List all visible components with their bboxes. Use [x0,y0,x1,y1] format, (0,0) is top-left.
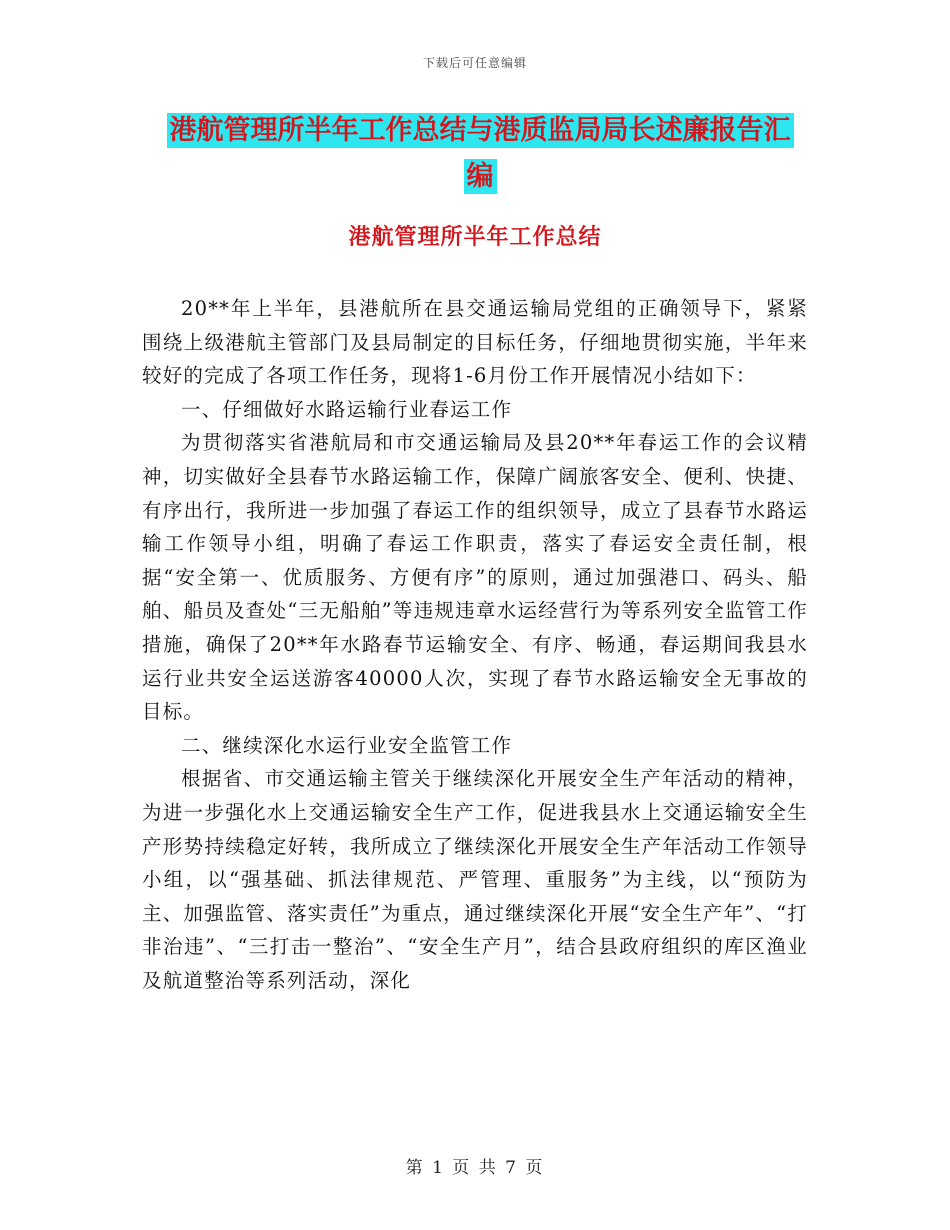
page-header: 下载后可任意编辑 [422,56,527,70]
paragraph-spring-transport: 为贯彻落实省港航局和市交通运输局及县20**年春运工作的会议精神，切实做好全县春节水路运输工作，保障广阔旅客安全、便利、快捷、有序出行，我所进一步加强了春运工作的组织领导，成立了县春节水路运输工作领导小组，明确了春运工作职责，落实了春运安全责任制，根据“安全第一、优质服务、方便有序”的原则，通过加强港口、码头、船舶、船员及查处“三无船舶”等违规违章水运经营行为等系列安全监管工作措施，确保了20**年水路春节运输安全、有序、畅通，春运期间我县水运行业共安全运送游客40000人次，实现了春节水路运输安全无事故的目标。 [142,431,808,724]
title-line-1: 港航管理所半年工作总结与港质监局局长述廉报告汇 [167,113,794,148]
title-line-2: 编 [464,159,497,194]
page-footer: 第 1 页 共 7 页 [405,1158,545,1178]
heading-safety-supervision: 二、继续深化水运行业安全监管工作 [181,733,513,757]
section-title: 港航管理所半年工作总结 [348,224,602,250]
paragraph-intro: 20**年上半年，县港航所在县交通运输局党组的正确领导下，紧紧围绕上级港航主管部门及县局制定的目标任务，仔细地贯彻实施，半年来较好的完成了各项工作任务，现将1-6月份工作开展情况小结如下： [142,297,808,388]
document-title [140,108,820,200]
paragraph-safety-supervision: 根据省、市交通运输主管关于继续深化开展安全生产年活动的精神，为进一步强化水上交通运输安全生产工作，促进我县水上交通运输安全生产形势持续稳定好转，我所成立了继续深化开展安全生产年活动工作领导小组，以“强基础、抓法律规范、严管理、重服务”为主线，以“预防为主、加强监管、落实责任”为重点，通过继续深化开展“安全生产年”、“打非治违”、“三打击一整治”、“安全生产月”，结合县政府组织的库区渔业及航道整治等系列活动，深化 [142,767,808,992]
document-body [142,292,808,997]
heading-spring-transport: 一、仔细做好水路运输行业春运工作 [181,397,513,421]
